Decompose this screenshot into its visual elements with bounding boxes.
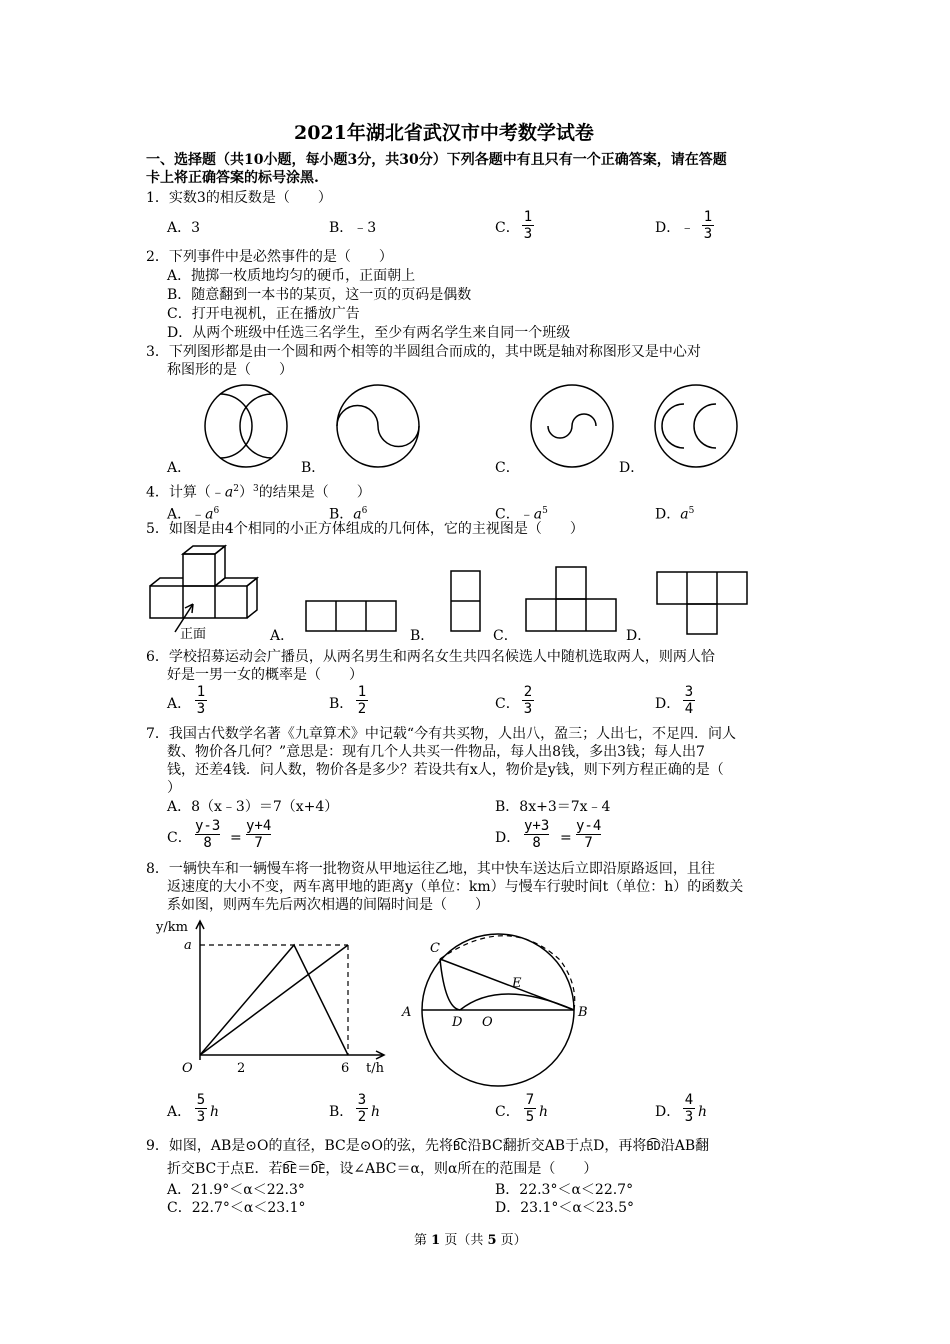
y-axis-label: y/km [156, 920, 188, 935]
numerator: 1 [357, 684, 367, 700]
q6-option-c: C． [495, 696, 520, 712]
q5-option-c: C． [493, 628, 518, 644]
text: 沿AB翻 [660, 1138, 710, 1154]
fold-arc-de [460, 994, 574, 1010]
exp: 2 [233, 484, 240, 494]
q7-d-fraction-2 [576, 818, 601, 851]
q5-option-a: A． [270, 628, 295, 644]
numerator: 1 [523, 209, 533, 225]
text: ，设∠ABC＝α，则α所在的范围是（ ） [325, 1161, 598, 1177]
q8-c-unit: h [539, 1104, 549, 1120]
numerator: 2 [523, 684, 533, 700]
q7-option-a: A．8（x﹣3）＝7（x+4） [167, 799, 339, 815]
q7-c-fraction-1 [195, 818, 220, 851]
q6-c-fraction [522, 684, 534, 717]
original-arc-dashed [440, 936, 575, 1010]
var-a: a [353, 506, 362, 523]
text: 沿BC翻折交AB于点D，再将 [467, 1138, 647, 1154]
exp: 6 [213, 506, 220, 516]
q3-stem-cont: 称图形的是（ ） [167, 362, 293, 378]
q1-c-fraction [522, 209, 534, 242]
numerator: 1 [703, 209, 713, 225]
numerator: y-4 [576, 818, 602, 834]
q6-option-b: B． [329, 696, 354, 712]
q1-option-a: A．3 [167, 220, 201, 236]
q8-option-a: A． [167, 1104, 192, 1120]
q5-figure-c [524, 564, 619, 636]
q7-c-fraction-2 [246, 818, 271, 851]
q8-a-fraction [195, 1092, 207, 1125]
footer-text: 页（共 [440, 1233, 488, 1248]
q1-option-b: B．﹣3 [329, 220, 377, 236]
a-label: a [184, 938, 192, 953]
q6-d-fraction [683, 684, 695, 717]
footer-text: 页） [496, 1233, 527, 1248]
denominator: 3 [196, 1109, 206, 1125]
q6-b-fraction [356, 684, 368, 717]
q6-stem-cont: 好是一男一女的概率是（ ） [167, 667, 363, 683]
label: A．﹣ [167, 506, 206, 523]
q8-option-c: C． [495, 1104, 520, 1120]
exp: 6 [361, 506, 368, 516]
tick-2: 2 [237, 1061, 246, 1076]
q2-stem: 2．下列事件中是必然事件的是（ ） [146, 249, 393, 265]
q7-option-d: D． [495, 830, 521, 846]
q4-stem-end: 的结果是（ ） [258, 484, 371, 501]
q4-stem [146, 480, 371, 502]
q8-d-fraction [683, 1092, 695, 1125]
q2-option-c: C．打开电视机，正在播放广告 [167, 306, 360, 322]
denominator: 8 [532, 835, 541, 851]
point-o: O [482, 1015, 493, 1030]
q3-figure-c [526, 382, 626, 472]
denominator: 3 [703, 226, 713, 242]
q9-option-d: D．23.1°＜α＜23.5° [495, 1200, 635, 1216]
point-c: C [430, 941, 440, 956]
var-a: a [205, 506, 214, 523]
q5-stem: 5．如图是由4个相同的小正方体组成的几何体，它的主视图是（ ） [146, 521, 584, 537]
q7-stem-1: 7．我国古代数学名著《九章算术》中记载“今有共买物，人出八，盈三；人出七，不足四．问人 [146, 726, 737, 742]
denominator: 5 [525, 1109, 535, 1125]
denominator: 3 [523, 701, 533, 717]
numerator: 3 [357, 1092, 367, 1108]
equals: = [560, 830, 572, 846]
q1-option-d: D．﹣ [655, 220, 695, 236]
paren: ） [239, 484, 254, 501]
q6-option-d: D． [655, 696, 681, 712]
s-curve [337, 406, 419, 447]
origin-label: O [182, 1061, 193, 1076]
q6-stem: 6．学校招募运动会广播员，从两名男生和两名女生共四名候选人中随机选取两人，则两人恰 [146, 649, 715, 665]
arc-be: BE [282, 1162, 297, 1176]
numerator: 5 [196, 1092, 206, 1108]
q3-option-a: A． [167, 460, 192, 476]
denominator: 7 [254, 835, 263, 851]
denominator: 8 [203, 835, 212, 851]
q8-b-fraction [356, 1092, 368, 1125]
q3-option-b: B． [301, 460, 326, 476]
var-a: a [224, 484, 234, 501]
q3-stem: 3．下列图形都是由一个圆和两个相等的半圆组合而成的，其中既是轴对称图形又是中心对 [146, 344, 701, 360]
q8-option-b: B． [329, 1104, 354, 1120]
slow-car-line [200, 945, 348, 1055]
semicircle-right [240, 394, 272, 458]
fold-arc-cd [440, 959, 460, 1010]
equals: = [230, 830, 242, 846]
denominator: 7 [584, 835, 593, 851]
denominator: 3 [684, 1109, 694, 1125]
text: 9．如图，AB是⊙O的直径，BC是⊙O的弦，先将 [146, 1138, 453, 1154]
q1-stem: 1．实数3的相反数是（ ） [146, 190, 332, 206]
q7-option-b: B．8x+3＝7x﹣4 [495, 799, 611, 815]
denominator: 4 [684, 701, 694, 717]
point-a: A [402, 1005, 412, 1020]
numerator: y+3 [524, 818, 550, 834]
arc-bc: BC [452, 1139, 468, 1153]
q8-stem-3: 系如图，则两车先后两次相遇的间隔时间是（ ） [167, 897, 489, 913]
label: C．﹣ [495, 506, 534, 523]
point-e: E [512, 976, 522, 991]
q3-figure-a [200, 382, 300, 472]
text: 折交BC于点E．若 [167, 1161, 283, 1177]
q8-d-unit: h [698, 1104, 708, 1120]
q4-option-d [655, 502, 694, 524]
semicircle-right [694, 404, 716, 448]
q2-option-d: D．从两个班级中任选三名学生，至少有两名学生来自同一个班级 [167, 325, 571, 341]
semicircle-right [572, 414, 596, 426]
q4-stem-start: 4．计算（﹣ [146, 484, 225, 501]
q3-figure-b [332, 382, 432, 472]
semicircle-left [662, 404, 684, 448]
denominator: 2 [357, 1109, 367, 1125]
exp: 3 [253, 484, 259, 494]
q7-stem-2: 数、物价各几何？”意思是：现有几个人共买一件物品，每人出8钱，多出3钱；每人出7 [167, 744, 705, 760]
exp: 5 [688, 506, 695, 516]
q1-d-fraction [702, 209, 714, 242]
q3-figure-d [650, 382, 750, 472]
exp: 5 [542, 506, 548, 516]
q8-c-fraction [524, 1092, 536, 1125]
q5-solid-figure [145, 542, 275, 642]
page-total: 5 [487, 1233, 497, 1248]
tick-6: 6 [341, 1061, 350, 1076]
q6-a-fraction [195, 684, 207, 717]
q3-option-d: D． [619, 460, 645, 476]
q5-figure-d [655, 569, 750, 637]
q7-stem-4: ） [167, 780, 181, 796]
q7-d-fraction-1 [524, 818, 549, 851]
label: B． [329, 506, 354, 523]
q5-figure-b [448, 568, 488, 638]
arc-bd: BD [646, 1139, 661, 1153]
x-axis-label: t/h [366, 1061, 384, 1076]
equals: ＝ [296, 1161, 311, 1177]
q7-stem-3: 钱，还差4钱．问人数，物价各是多少？若设共有x人，物价是y钱，则下列方程正确的是（ [167, 762, 724, 778]
q8-graph [148, 915, 398, 1085]
q8-stem-1: 8．一辆快车和一辆慢车将一批物资从甲地运往乙地，其中快车送达后立即沿原路返回，且往 [146, 861, 715, 877]
q2-option-a: A．抛掷一枚质地均匀的硬币，正面朝上 [167, 268, 416, 284]
q9-stem-2 [167, 1160, 597, 1178]
q8-b-unit: h [371, 1104, 381, 1120]
numerator: 7 [525, 1092, 535, 1108]
q5-figure-a [304, 598, 404, 638]
q8-option-d: D． [655, 1104, 681, 1120]
numerator: 1 [196, 684, 206, 700]
var-a: a [533, 506, 543, 523]
label: D． [655, 506, 681, 523]
q9-option-a: A．21.9°＜α＜22.3° [167, 1182, 305, 1198]
section-heading-cont: 卡上将正确答案的标号涂黑. [146, 170, 319, 186]
point-d: D [452, 1015, 463, 1030]
page-title: 2021年湖北省武汉市中考数学试卷 [294, 122, 594, 144]
denominator: 3 [523, 226, 533, 242]
q7-option-c: C． [167, 830, 192, 846]
front-label: 正面 [180, 627, 207, 642]
q9-option-b: B．22.3°＜α＜22.7° [495, 1182, 634, 1198]
page-number: 1 [431, 1233, 441, 1248]
denominator: 3 [196, 701, 206, 717]
q9-option-c: C．22.7°＜α＜23.1° [167, 1200, 306, 1216]
q9-stem-1 [146, 1137, 709, 1155]
q5-option-b: B． [410, 628, 435, 644]
arrow-head [185, 604, 193, 613]
q9-circle-figure [400, 930, 600, 1090]
numerator: 3 [684, 684, 694, 700]
q1-option-c: C． [495, 220, 520, 236]
arc-de: DE [310, 1162, 326, 1176]
q3-option-c: C． [495, 460, 520, 476]
var-a: a [680, 506, 689, 523]
page-footer [414, 1232, 527, 1250]
q8-stem-2: 返速度的大小不变，两车离甲地的距离y（单位：km）与慢车行驶时间t（单位：h）的函数关 [167, 879, 744, 895]
section-heading: 一、选择题（共10小题，每小题3分，共30分）下列各题中有且只有一个正确答案，请在答题 [146, 152, 727, 168]
numerator: y-3 [195, 818, 221, 834]
semicircle-left [220, 394, 252, 458]
footer-text: 第 [414, 1233, 432, 1248]
numerator: y+4 [246, 818, 272, 834]
q8-a-unit: h [210, 1104, 220, 1120]
q6-option-a: A． [167, 696, 192, 712]
denominator: 2 [357, 701, 367, 717]
semicircle-left [548, 426, 572, 438]
q2-option-b: B．随意翻到一本书的某页，这一页的页码是偶数 [167, 287, 472, 303]
numerator: 4 [684, 1092, 694, 1108]
point-b: B [578, 1005, 588, 1020]
q5-option-d: D． [626, 628, 652, 644]
